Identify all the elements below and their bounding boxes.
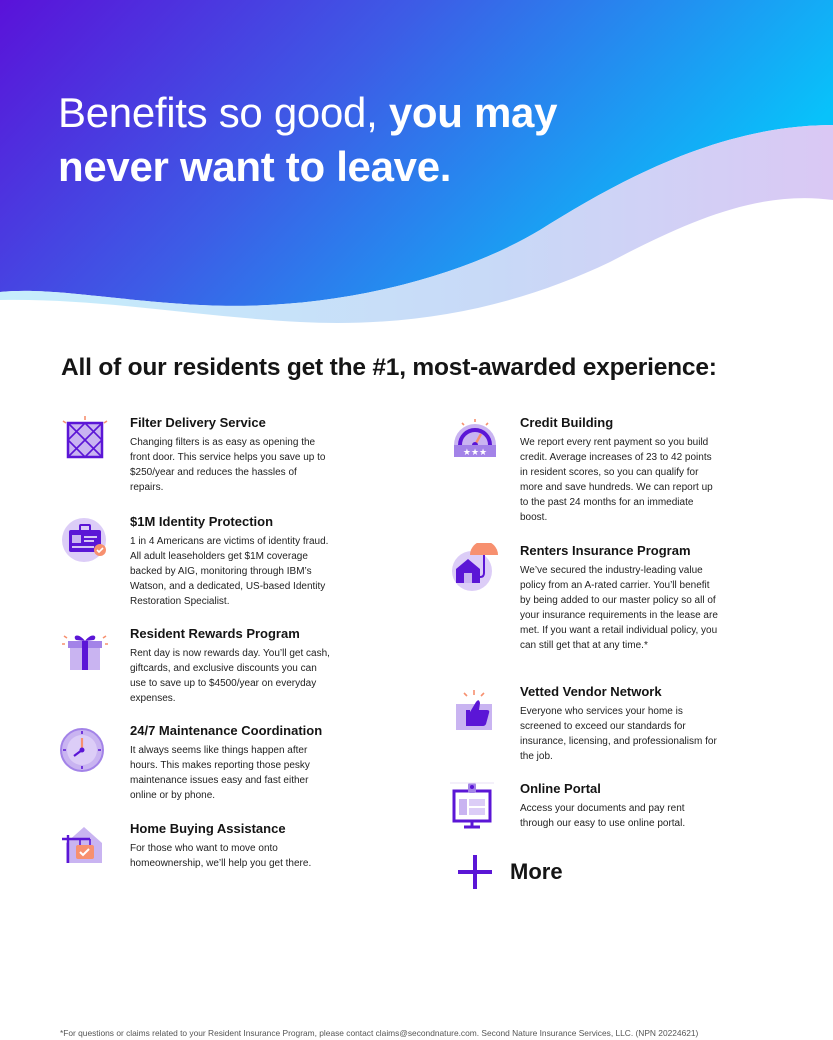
benefit-title: Vetted Vendor Network <box>520 684 662 699</box>
thumbs-up-icon <box>450 684 500 734</box>
benefit-description: We report every rent payment so you build credit. Average increases of 23 to 42 points in resident scores, so you can qualify for more and save hundreds. We can report up to the past 24 months for an immediate boost. <box>520 437 713 524</box>
benefit-title: Credit Building <box>520 415 614 430</box>
hero-banner <box>0 0 833 340</box>
benefit-description: 1 in 4 Americans are victims of identity fraud. All adult leaseholders get $1M coverage backed by AIG, monitoring through IBM’s Watson, and a dedicated, US-based Identity Restoration Specialist. <box>130 536 329 608</box>
benefit-title: Renters Insurance Program <box>520 543 691 558</box>
umbrella-house-icon <box>450 543 500 593</box>
benefit-title: 24/7 Maintenance Coordination <box>130 723 323 738</box>
benefit-title: Filter Delivery Service <box>130 415 266 430</box>
credit-gauge-icon <box>450 415 500 465</box>
benefit-filter-delivery <box>130 415 430 495</box>
hero-title-light: Benefits so good, <box>58 89 389 136</box>
footnote: *For questions or claims related to your Resident Insurance Program, please contact claims@secondnature.com. Second Nature Insurance Services, LLC. (NPN 20224621) <box>60 1028 699 1038</box>
benefit-renters-insurance <box>520 543 820 654</box>
benefit-online-portal <box>520 781 820 831</box>
section-heading: All of our residents get the #1, most-awarded experience: <box>61 354 717 381</box>
hero-title <box>58 86 678 194</box>
clock-icon <box>60 723 110 773</box>
id-card-icon <box>60 514 110 564</box>
benefit-title: $1M Identity Protection <box>130 514 274 529</box>
benefit-title: Online Portal <box>520 781 601 796</box>
benefit-title: Resident Rewards Program <box>130 626 300 641</box>
benefit-description: Access your documents and pay rent through our easy to use online portal. <box>520 803 686 830</box>
monitor-portal-icon <box>450 781 500 831</box>
more-link[interactable] <box>458 855 563 889</box>
benefit-description: For those who want to move onto homeownership, we’ll help you get there. <box>130 843 312 870</box>
benefit-title: Home Buying Assistance <box>130 821 286 836</box>
benefit-description: We’ve secured the industry-leading value policy from an A-rated carrier. You’ll benefit by being added to our master policy so all of your insurance requirements in the lease are met. If you want a retail individual policy, you can still get that at any time.* <box>520 565 718 652</box>
benefit-description: Changing filters is as easy as opening the front door. This service helps you save up to $250/year and reduces the hassles of repairs. <box>130 437 326 494</box>
benefit-description: Everyone who services your home is screened to exceed our standards for insurance, licensing, and professionalism for the job. <box>520 706 717 763</box>
svg-text:★★★: ★★★ <box>462 448 488 458</box>
benefit-description: Rent day is now rewards day. You’ll get cash, giftcards, and exclusive discounts you can use to save up to $4500/year on everyday expenses. <box>130 648 330 705</box>
gift-icon <box>60 626 110 676</box>
benefit-maintenance-coordination <box>130 723 430 803</box>
benefit-description: It always seems like things happen after hours. This makes reporting those pesky maintenance issues easy and fast either online or by phone. <box>130 745 310 802</box>
house-sign-icon <box>60 821 110 871</box>
more-label: More <box>510 859 563 884</box>
benefit-credit-building <box>462 415 820 526</box>
hero-title-bold-1: you may <box>388 89 558 136</box>
benefit-vetted-vendor-network <box>520 684 820 764</box>
benefit-identity-protection <box>130 514 430 609</box>
plus-icon <box>458 855 492 889</box>
air-filter-icon <box>60 415 110 465</box>
benefit-home-buying <box>130 821 430 871</box>
hero-title-bold-2: never want to leave. <box>58 143 452 190</box>
benefit-resident-rewards <box>130 626 430 706</box>
